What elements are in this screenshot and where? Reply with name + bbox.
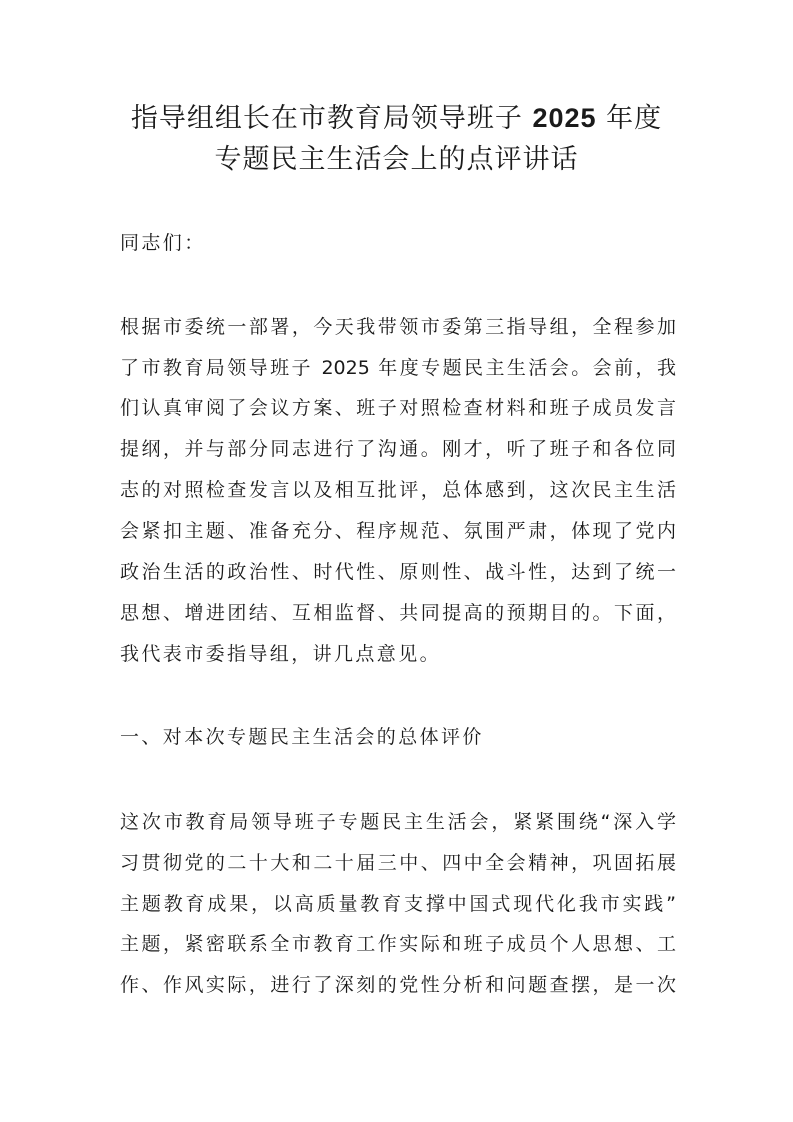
title-year: 2025 [532,103,597,133]
document-title-line-1 [0,101,793,136]
paragraph-line: 习贯彻党的二十大和二十届三中、四中全会精神，巩固拓展 [120,852,676,874]
paragraph-line: 我代表市委指导组，讲几点意见。 [120,643,442,665]
section-heading: 一、对本次专题民主生活会的总体评价 [120,726,484,748]
paragraph-line: 主题，紧密联系全市教育工作实际和班子成员个人思想、工 [120,933,676,955]
paragraph-line: 志的对照检查发言以及相互批评，总体感到，这次民主生活 [120,479,676,501]
paragraph-line: 这次市教育局领导班子专题民主生活会，紧紧围绕“深入学 [120,811,676,833]
paragraph-line: 们认真审阅了会议方案、班子对照检查材料和班子成员发言 [120,397,676,419]
paragraph-line: 主题教育成果，以高质量教育支撑中国式现代化我市实践” [120,893,676,915]
paragraph-line: 会紧扣主题、准备充分、程序规范、氛围严肃，体现了党内 [120,520,676,542]
paragraph-line: 提纲，并与部分同志进行了沟通。刚才，听了班子和各位同 [120,438,676,460]
paragraph-line: 作、作风实际，进行了深刻的党性分析和问题查摆，是一次 [120,974,676,996]
title-text: 指导组组长在市教育局领导班子 [130,103,523,134]
title-text: 年度 [606,103,663,134]
paragraph-line: 根据市委统一部署，今天我带领市委第三指导组，全程参加 [120,316,676,338]
document-title-line-2: 专题民主生活会上的点评讲话 [214,144,579,175]
paragraph-line: 政治生活的政治性、时代性、原则性、战斗性，达到了统一 [120,561,676,583]
paragraph-line: 了市教育局领导班子 2025 年度专题民主生活会。会前，我 [120,357,676,379]
paragraph-line: 思想、增进团结、互相监督、共同提高的预期目的。下面， [120,602,676,624]
salutation: 同志们： [120,232,206,254]
